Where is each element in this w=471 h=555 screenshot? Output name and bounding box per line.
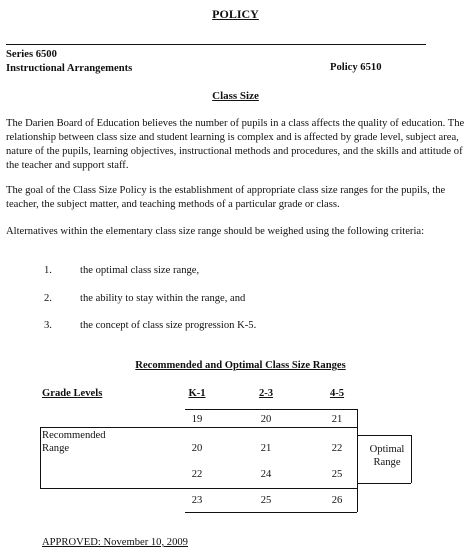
table-cell: 22: [191, 469, 203, 480]
recommended-box-left: [40, 427, 41, 488]
section-name: Instructional Arrangements: [6, 63, 133, 74]
table-cell: 26: [331, 495, 343, 506]
section-heading: Class Size: [212, 90, 259, 102]
table-title: Recommended and Optimal Class Size Ranges: [135, 360, 346, 371]
recommended-box-top: [40, 427, 357, 428]
header-rule: [6, 44, 426, 45]
table-cell: 23: [191, 495, 203, 506]
criteria-number: 1.: [44, 265, 52, 276]
column-header-4-5: 4-5: [329, 388, 345, 399]
table-cell: 22: [331, 443, 343, 454]
recommended-range-label: Recommended Range: [42, 430, 106, 454]
table-cell: 25: [331, 469, 343, 480]
criteria-item: the optimal class size range,: [80, 265, 200, 276]
table-line-bottom: [185, 512, 357, 513]
policy-number: Policy 6510: [330, 62, 382, 73]
recommended-box-bottom: [40, 488, 357, 489]
document-title: POLICY: [212, 7, 259, 21]
table-cell: 21: [331, 414, 343, 425]
column-header-k1: K-1: [188, 388, 206, 399]
paragraph-goal: The goal of the Class Size Policy is the establishment of appropriate class size ranges for the pupils, the teacher, the subject matter, and teaching methods of a particular grade or class.: [6, 185, 446, 210]
series-number: Series 6500: [6, 49, 57, 60]
table-cell: 21: [260, 443, 272, 454]
table-cell: 20: [191, 443, 203, 454]
criteria-item: the ability to stay within the range, and: [80, 293, 246, 304]
table-cell: 25: [260, 495, 272, 506]
table-cell: 19: [191, 414, 203, 425]
table-row-header: Grade Levels: [42, 388, 103, 399]
table-line-right: [357, 409, 358, 512]
criteria-item: the concept of class size progression K-5.: [80, 320, 257, 331]
optimal-box-top: [357, 435, 411, 436]
paragraph-intro: The Darien Board of Education believes the number of pupils in a class affects the quality of education. The relationship between class size and student learning is complex and is affected by grade level, subject area, nature of the pupils, learning objectives, instructional methods and procedures, and the skills and attitude of the teacher and support staff.: [6, 118, 465, 171]
approved-date: APPROVED: November 10, 2009: [42, 537, 188, 548]
criteria-number: 3.: [44, 320, 52, 331]
table-cell: 24: [260, 469, 272, 480]
column-header-2-3: 2-3: [258, 388, 274, 399]
criteria-number: 2.: [44, 293, 52, 304]
table-line-top: [185, 409, 357, 410]
paragraph-alternatives: Alternatives within the elementary class size range should be weighed using the following criteria:: [6, 226, 425, 237]
optimal-range-label: Optimal Range: [369, 444, 405, 468]
table-cell: 20: [260, 414, 272, 425]
optimal-box-bottom: [357, 483, 411, 484]
optimal-box-right: [411, 435, 412, 483]
series-block: [6, 48, 132, 76]
